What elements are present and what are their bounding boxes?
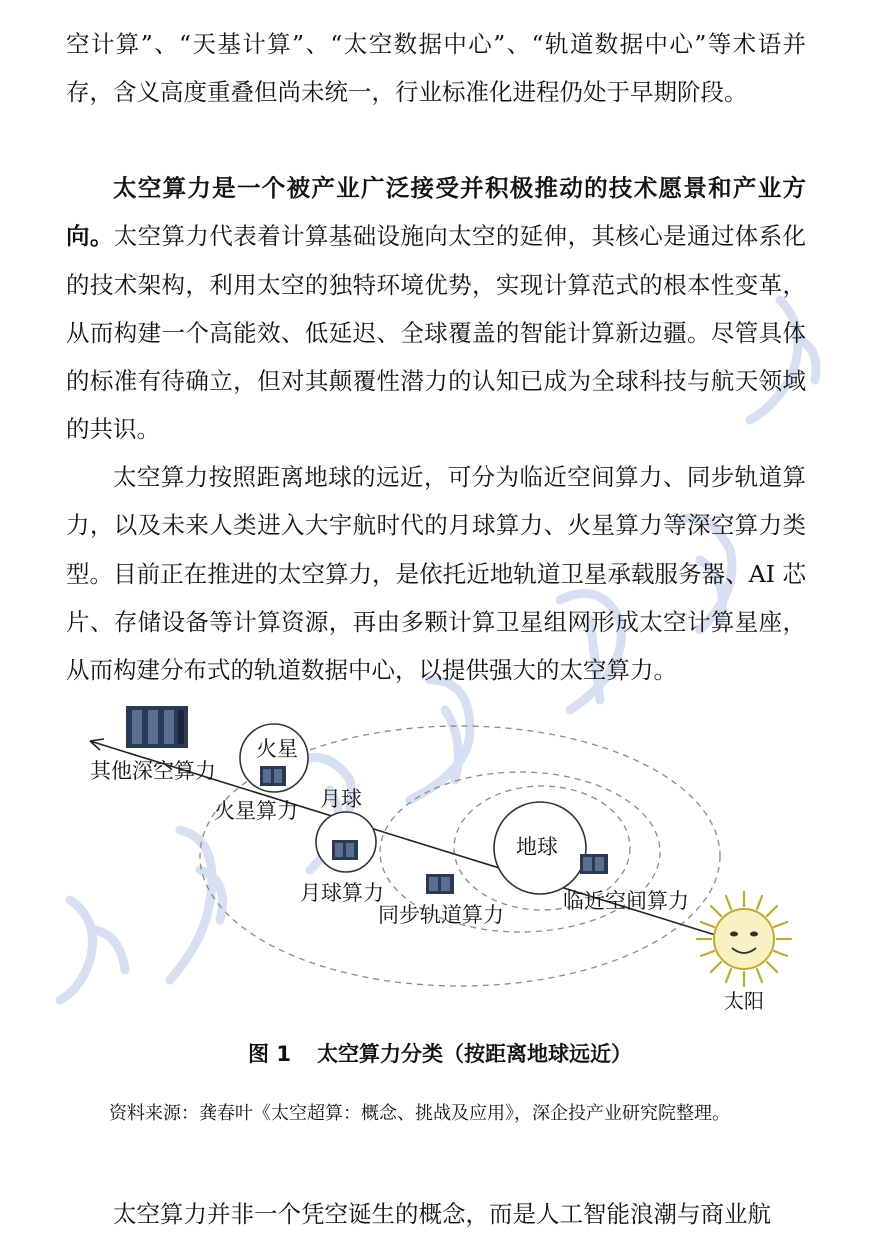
server-icon-mars: [260, 766, 286, 786]
figure-title: 太空算力分类（按距离地球远近）: [316, 1042, 632, 1066]
paragraph-4: 太空算力并非一个凭空诞生的概念，而是人工智能浪潮与商业航: [113, 1200, 771, 1228]
paragraph-1: 空计算”、“天基计算”、“太空数据中心”、“轨道数据中心”等术语并存，含义高度重叠但尚未统一，行业标准化进程仍处于早期阶段。: [66, 30, 806, 107]
server-icon-near-space: [580, 854, 608, 874]
paragraph-2-body: 太空算力代表着计算基础设施向太空的延伸，其核心是通过体系化的技术架构，利用太空的独特环境优势，实现计算范式的根本性变革，从而构建一个高能效、低延迟、全球覆盖的智能计算新边疆。尽管具体的标准有待确立，但对其颠覆性潜力的认知已成为全球科技与航天领域的共识。: [66, 222, 807, 444]
figure-number: 图 1: [248, 1042, 291, 1066]
paragraph-2-lead: 太空算力是一个被产业广泛接受并积极推动的技术愿景和产业方向。: [66, 174, 806, 251]
label-sun: 太阳: [724, 989, 764, 1013]
server-icon-moon: [332, 840, 358, 860]
figure-source: 资料来源：龚春叶《太空超算：概念、挑战及应用》，深企投产业研究院整理。: [109, 1103, 730, 1124]
label-mars: 火星: [256, 737, 298, 761]
figure-caption: [0, 1038, 880, 1068]
server-icon-deep-space: [126, 706, 188, 748]
paragraph-3: 太空算力按照距离地球的远近，可分为临近空间算力、同步轨道算力，以及未来人类进入大宇航时代的月球算力、火星算力等深空算力类型。目前正在推进的太空算力，是依托近地轨道卫星承载服务器、AI 芯片、存储设备等计算资源，再由多颗计算卫星组网形成太空计算星座，从而构建分布式的轨道数据中心，以提供强大的太空算力。: [66, 463, 806, 685]
space-compute-diagram: [60, 696, 800, 1026]
label-earth: 地球: [516, 835, 558, 859]
label-moon: 月球: [320, 787, 362, 811]
server-icon-geo: [426, 874, 454, 894]
label-near-space-compute: 临近空间算力: [563, 889, 689, 913]
label-moon-compute: 月球算力: [300, 881, 384, 905]
label-geo-compute: 同步轨道算力: [378, 903, 504, 927]
sun-icon: [697, 892, 791, 986]
label-other-deep-space: 其他深空算力: [90, 759, 216, 783]
paragraph-2: [66, 164, 806, 454]
label-mars-compute: 火星算力: [214, 799, 298, 823]
